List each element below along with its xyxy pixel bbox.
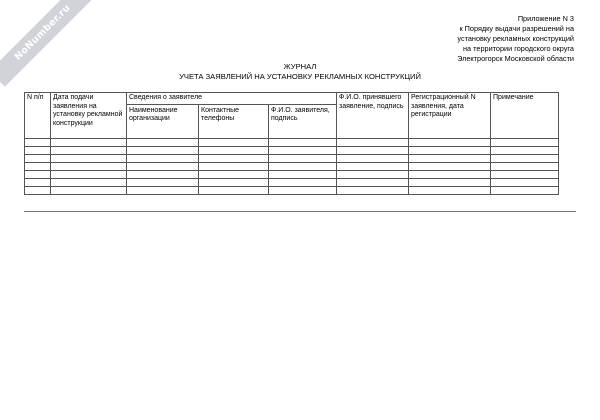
- table-cell: [337, 162, 409, 170]
- table-cell: [25, 162, 51, 170]
- table-row: [25, 178, 559, 186]
- table-cell: [51, 146, 127, 154]
- table-cell: [337, 186, 409, 194]
- table-cell: [409, 146, 491, 154]
- table-cell: [491, 154, 559, 162]
- table-cell: [337, 178, 409, 186]
- table-cell: [127, 154, 199, 162]
- table-cell: [25, 138, 51, 146]
- appendix-line: Электрогорск Московской области: [457, 54, 574, 63]
- table-cell: [51, 154, 127, 162]
- table-cell: [491, 178, 559, 186]
- table-cell: [409, 178, 491, 186]
- table-cell: [269, 138, 337, 146]
- table-cell: [199, 186, 269, 194]
- table-cell: [409, 186, 491, 194]
- table-cell: [269, 170, 337, 178]
- table-cell: [199, 154, 269, 162]
- table-cell: [127, 138, 199, 146]
- header-organization: Наименование организации: [127, 104, 199, 138]
- table-cell: [127, 146, 199, 154]
- table-cell: [127, 186, 199, 194]
- table-cell: [51, 186, 127, 194]
- table-cell: [25, 178, 51, 186]
- table-cell: [409, 138, 491, 146]
- header-applicant-name: Ф.И.О. заявителя, подпись: [269, 104, 337, 138]
- header-registration: Регистрационный N заявления, дата регистрации: [409, 93, 491, 139]
- table-row: [25, 138, 559, 146]
- table-cell: [337, 170, 409, 178]
- appendix-line: Приложение N 3: [517, 14, 574, 23]
- table-cell: [409, 154, 491, 162]
- appendix-note: [457, 14, 574, 64]
- title-line: УЧЕТА ЗАЯВЛЕНИЙ НА УСТАНОВКУ РЕКЛАМНЫХ КОНСТРУКЦИЙ: [179, 72, 421, 81]
- table-cell: [199, 162, 269, 170]
- header-phones: Контактные телефоны: [199, 104, 269, 138]
- appendix-line: на территории городского округа: [463, 44, 574, 53]
- table-cell: [269, 162, 337, 170]
- table-cell: [491, 146, 559, 154]
- table-cell: [25, 146, 51, 154]
- table-cell: [25, 170, 51, 178]
- table-cell: [491, 170, 559, 178]
- table-cell: [409, 170, 491, 178]
- table-cell: [269, 146, 337, 154]
- header-receiver-name: Ф.И.О. принявшего заявление, подпись: [337, 93, 409, 139]
- document-title: [0, 62, 600, 82]
- table-cell: [269, 186, 337, 194]
- header-note: Примечание: [491, 93, 559, 139]
- table-cell: [491, 162, 559, 170]
- table-row: [25, 162, 559, 170]
- table-cell: [51, 170, 127, 178]
- table-row: [25, 170, 559, 178]
- table-cell: [199, 138, 269, 146]
- table-cell: [127, 162, 199, 170]
- table-cell: [409, 162, 491, 170]
- table-cell: [25, 154, 51, 162]
- watermark-stamp: NoNumber.ru: [0, 0, 97, 87]
- header-applicant-info: Сведения о заявителе: [127, 93, 337, 105]
- table-cell: [127, 178, 199, 186]
- appendix-line: к Порядку выдачи разрешений на: [459, 24, 574, 33]
- table-cell: [199, 170, 269, 178]
- table-row: [25, 186, 559, 194]
- header-number: N п/п: [25, 93, 51, 139]
- table-cell: [25, 186, 51, 194]
- table-cell: [491, 138, 559, 146]
- table-cell: [491, 186, 559, 194]
- table-cell: [51, 138, 127, 146]
- table-cell: [199, 146, 269, 154]
- table-cell: [51, 162, 127, 170]
- table-row: [25, 154, 559, 162]
- table-cell: [337, 138, 409, 146]
- table-cell: [269, 154, 337, 162]
- table-cell: [199, 178, 269, 186]
- table-row: [25, 146, 559, 154]
- table-cell: [51, 178, 127, 186]
- table-cell: [127, 170, 199, 178]
- table-cell: [337, 146, 409, 154]
- table-cell: [269, 178, 337, 186]
- appendix-line: установку рекламных конструкций: [457, 34, 574, 43]
- header-date: Дата подачи заявления на установку рекламной конструкции: [51, 93, 127, 139]
- bottom-divider: [24, 211, 576, 212]
- table-cell: [337, 154, 409, 162]
- journal-table: [24, 92, 559, 195]
- title-line: ЖУРНАЛ: [283, 62, 317, 71]
